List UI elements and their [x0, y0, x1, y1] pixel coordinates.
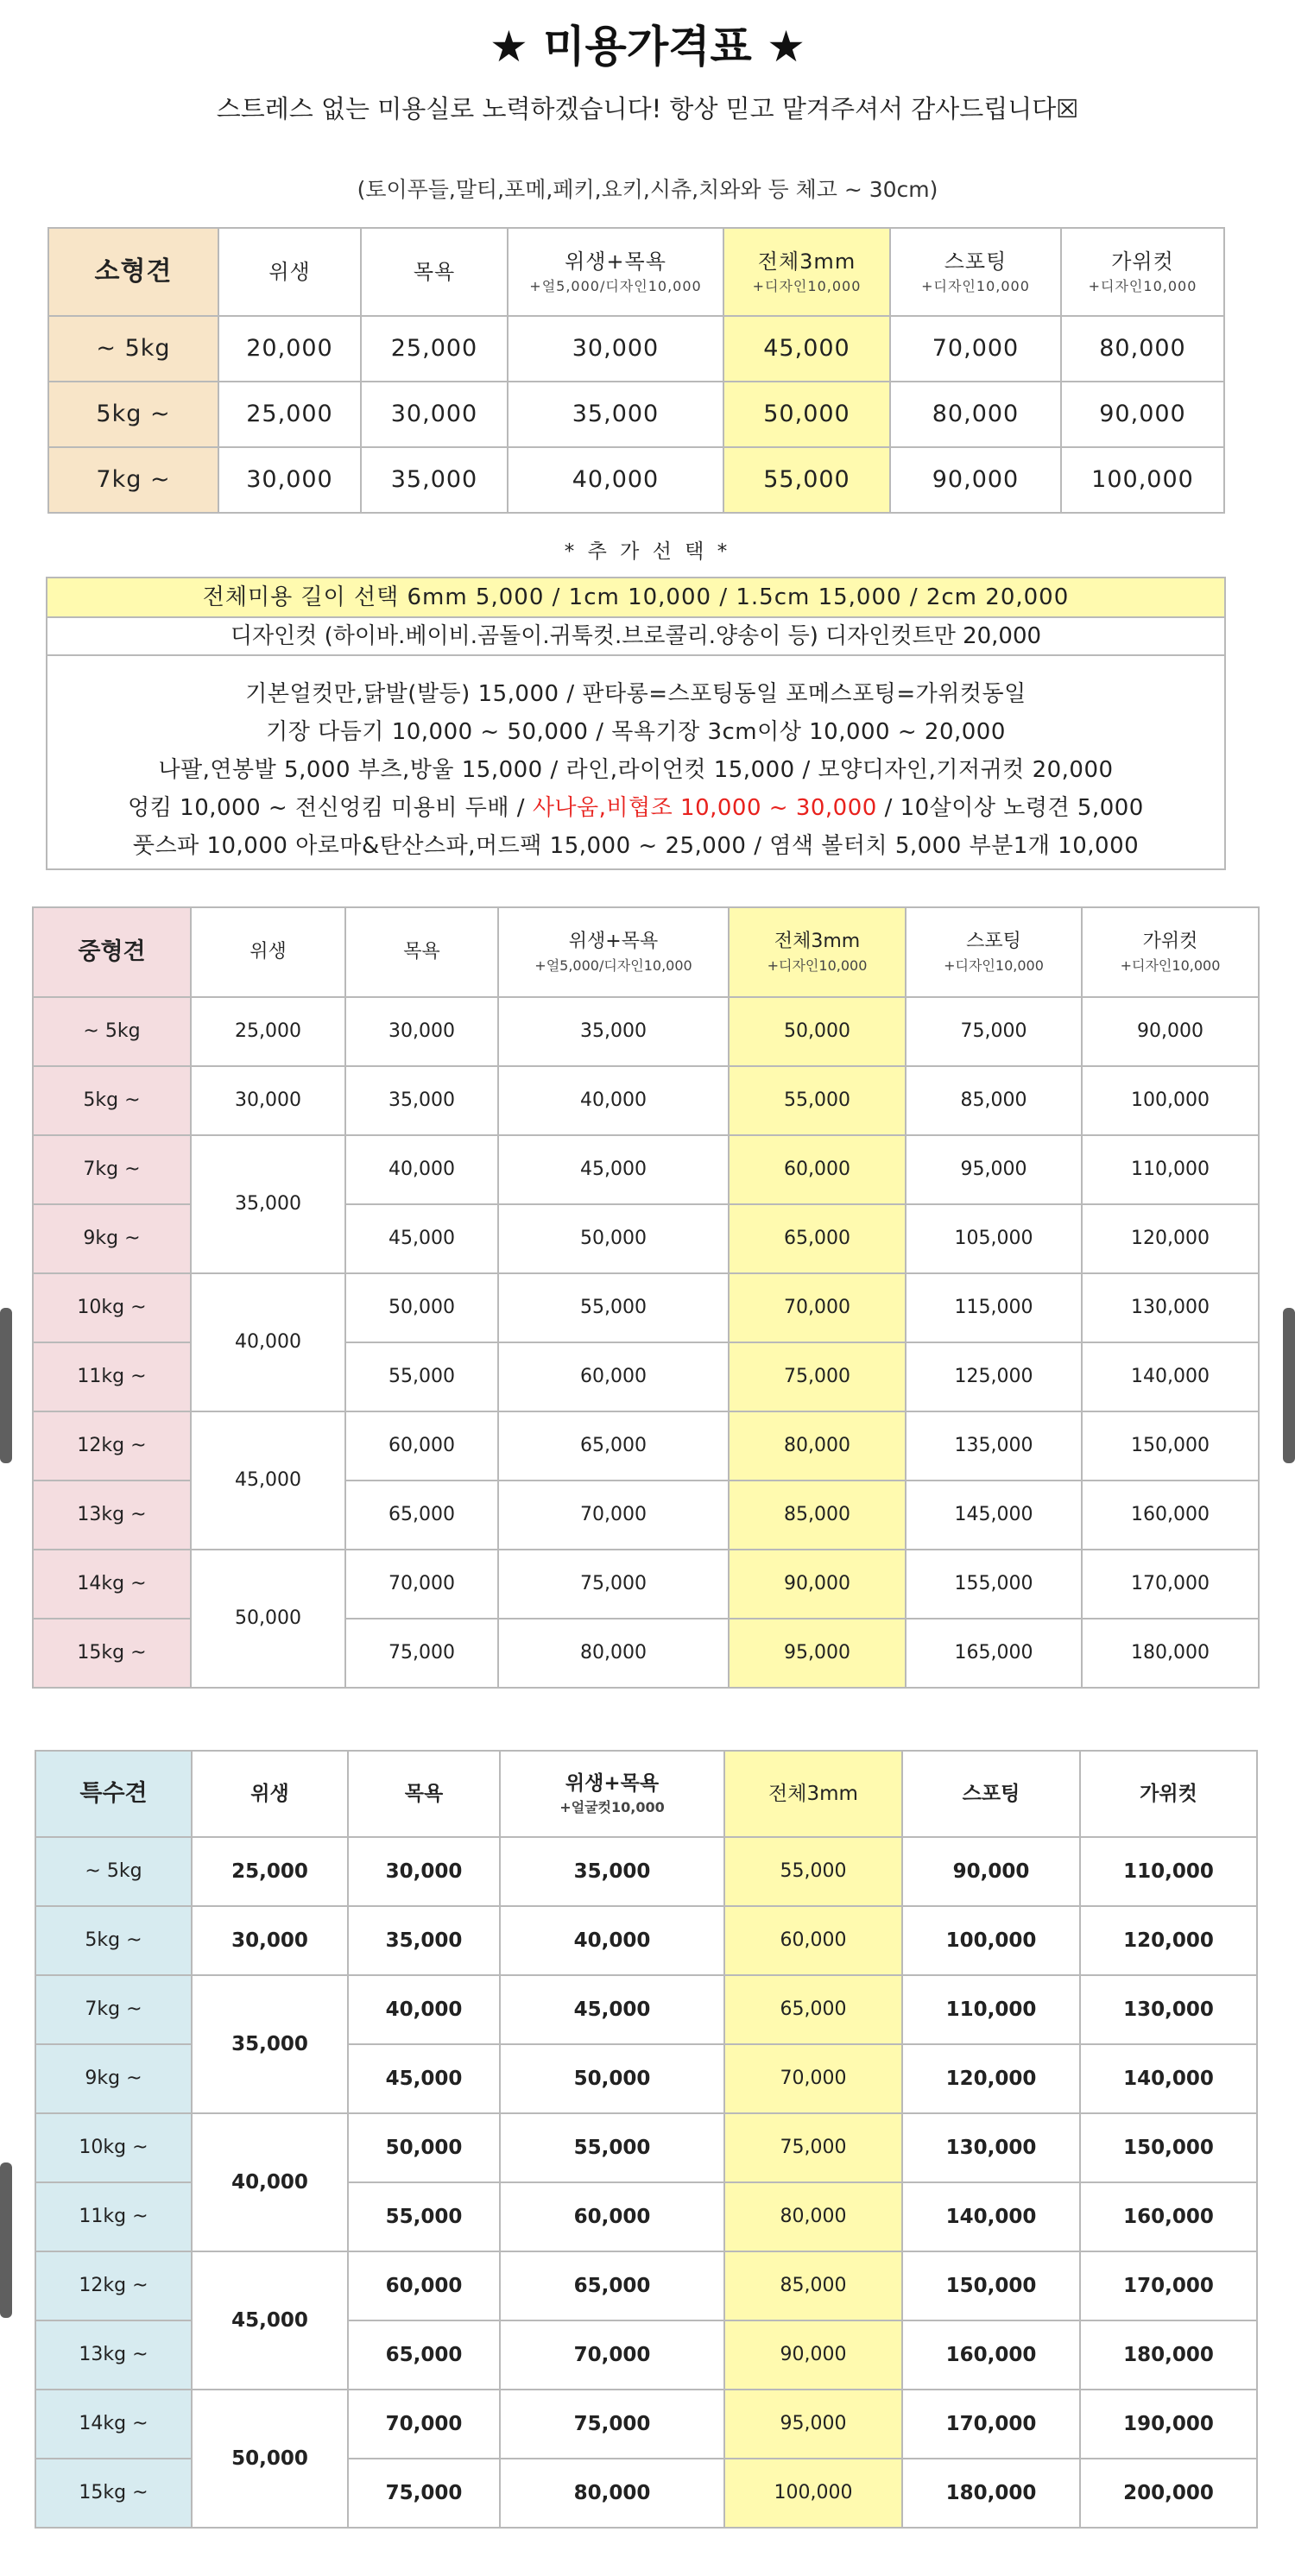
- price-cell: 135,000: [906, 1411, 1082, 1481]
- price-cell: 50,000: [498, 1204, 729, 1273]
- table-row: [35, 1906, 1257, 1975]
- weight-label: 13kg ~: [33, 1481, 191, 1550]
- price-cell: 35,000: [192, 1975, 348, 2113]
- price-cell: 40,000: [345, 1135, 498, 1204]
- header-scissor-cut: 가위컷 +디자인10,000: [1082, 907, 1259, 997]
- price-cell: 110,000: [1082, 1135, 1259, 1204]
- options-list: [46, 654, 1226, 870]
- table-row: [33, 1066, 1259, 1135]
- price-cell: 60,000: [500, 2182, 724, 2251]
- price-cell: 110,000: [902, 1975, 1080, 2044]
- price-cell: 100,000: [902, 1906, 1080, 1975]
- special-dog-label: 특수견: [35, 1751, 192, 1837]
- price-cell: 160,000: [1082, 1481, 1259, 1550]
- price-cell: 20,000: [218, 316, 361, 382]
- price-cell: 30,000: [345, 997, 498, 1066]
- price-cell: 25,000: [192, 1837, 348, 1906]
- table-row: [48, 382, 1224, 447]
- table-row: [35, 2251, 1257, 2320]
- price-cell: 45,000: [498, 1135, 729, 1204]
- header-full-3mm: 전체3mm +디자인10,000: [723, 228, 890, 316]
- price-cell: 100,000: [1061, 447, 1224, 513]
- price-cell: 25,000: [361, 316, 508, 382]
- table-row: [48, 447, 1224, 513]
- price-cell: 170,000: [1080, 2251, 1257, 2320]
- price-cell: 80,000: [724, 2182, 902, 2251]
- header-sporting: 스포팅: [902, 1751, 1080, 1837]
- price-cell: 50,000: [345, 1273, 498, 1342]
- price-cell: 40,000: [508, 447, 723, 513]
- price-cell: 70,000: [498, 1481, 729, 1550]
- header-bath: 목욕: [361, 228, 508, 316]
- table-row: [35, 2113, 1257, 2182]
- table-row: [35, 2390, 1257, 2459]
- header-hygiene: 위생: [191, 907, 345, 997]
- price-cell: 75,000: [724, 2113, 902, 2182]
- left-scroll-handle[interactable]: [0, 1308, 12, 1463]
- price-cell: 35,000: [500, 1837, 724, 1906]
- price-cell: 50,000: [723, 382, 890, 447]
- price-cell: 60,000: [724, 1906, 902, 1975]
- price-cell: 80,000: [890, 382, 1061, 447]
- price-cell: 100,000: [724, 2459, 902, 2528]
- price-cell: 35,000: [348, 1906, 500, 1975]
- weight-label: 14kg ~: [33, 1550, 191, 1619]
- medium-dog-label: 중형견: [33, 907, 191, 997]
- price-cell: 115,000: [906, 1273, 1082, 1342]
- price-cell: 60,000: [348, 2251, 500, 2320]
- weight-label: 9kg ~: [33, 1204, 191, 1273]
- header-hygiene-bath: 위생+목욕 +얼굴컷10,000: [500, 1751, 724, 1837]
- weight-label: 10kg ~: [33, 1273, 191, 1342]
- price-cell: 90,000: [724, 2320, 902, 2390]
- price-cell: 85,000: [906, 1066, 1082, 1135]
- weight-label: 5kg ~: [35, 1906, 192, 1975]
- price-cell: 30,000: [191, 1066, 345, 1135]
- price-cell: 75,000: [500, 2390, 724, 2459]
- weight-label: 5kg ~: [48, 382, 218, 447]
- price-cell: 40,000: [191, 1273, 345, 1411]
- price-cell: 55,000: [348, 2182, 500, 2251]
- weight-label: 15kg ~: [33, 1619, 191, 1688]
- price-cell: 25,000: [191, 997, 345, 1066]
- price-cell: 150,000: [1080, 2113, 1257, 2182]
- price-cell: 40,000: [500, 1906, 724, 1975]
- options-heading: * 추 가 선 택 *: [564, 540, 731, 563]
- weight-label: ~ 5kg: [33, 997, 191, 1066]
- header-hygiene-bath: 위생+목욕 +얼5,000/디자인10,000: [508, 228, 723, 316]
- price-cell: 30,000: [348, 1837, 500, 1906]
- weight-label: ~ 5kg: [48, 316, 218, 382]
- price-cell: 45,000: [723, 316, 890, 382]
- weight-label: 5kg ~: [33, 1066, 191, 1135]
- price-cell: 55,000: [498, 1273, 729, 1342]
- price-cell: 50,000: [500, 2044, 724, 2113]
- price-cell: 40,000: [498, 1066, 729, 1135]
- price-cell: 30,000: [218, 447, 361, 513]
- price-cell: 50,000: [192, 2390, 348, 2528]
- price-cell: 30,000: [192, 1906, 348, 1975]
- price-cell: 60,000: [345, 1411, 498, 1481]
- price-cell: 130,000: [1080, 1975, 1257, 2044]
- price-cell: 50,000: [191, 1550, 345, 1688]
- header-sporting: 스포팅 +디자인10,000: [890, 228, 1061, 316]
- option-warning-text: 사나움,비협조 10,000 ~ 30,000: [532, 795, 877, 821]
- price-cell: 45,000: [500, 1975, 724, 2044]
- right-scroll-handle[interactable]: [1283, 1308, 1295, 1463]
- price-cell: 120,000: [1080, 1906, 1257, 1975]
- price-cell: 25,000: [218, 382, 361, 447]
- price-cell: 90,000: [1061, 382, 1224, 447]
- option-line: 기본얼컷만,닭발(발등) 15,000 / 판타롱=스포팅동일 포메스포팅=가위컷동일: [245, 681, 1027, 707]
- price-cell: 95,000: [724, 2390, 902, 2459]
- price-cell: 95,000: [906, 1135, 1082, 1204]
- price-cell: 80,000: [498, 1619, 729, 1688]
- price-cell: 75,000: [906, 997, 1082, 1066]
- price-cell: 90,000: [890, 447, 1061, 513]
- header-bath: 목욕: [345, 907, 498, 997]
- price-cell: 85,000: [724, 2251, 902, 2320]
- price-cell: 80,000: [1061, 316, 1224, 382]
- price-cell: 55,000: [723, 447, 890, 513]
- price-cell: 155,000: [906, 1550, 1082, 1619]
- breed-note: (토이푸들,말티,포메,페키,요키,시츄,치와와 등 체고 ~ 30cm): [357, 177, 938, 202]
- price-cell: 130,000: [1082, 1273, 1259, 1342]
- price-cell: 170,000: [1082, 1550, 1259, 1619]
- header-bath: 목욕: [348, 1751, 500, 1837]
- price-cell: 75,000: [348, 2459, 500, 2528]
- price-cell: 35,000: [345, 1066, 498, 1135]
- price-cell: 70,000: [345, 1550, 498, 1619]
- price-cell: 75,000: [498, 1550, 729, 1619]
- price-cell: 180,000: [902, 2459, 1080, 2528]
- price-cell: 110,000: [1080, 1837, 1257, 1906]
- price-cell: 120,000: [902, 2044, 1080, 2113]
- options-design-row: 디자인컷 (하이바.베이비.곰돌이.귀툭컷.브로콜리.양송이 등) 디자인컷트만 20,000: [46, 616, 1226, 656]
- weight-label: 7kg ~: [35, 1975, 192, 2044]
- price-cell: 200,000: [1080, 2459, 1257, 2528]
- table-row: [33, 1135, 1259, 1204]
- price-cell: 105,000: [906, 1204, 1082, 1273]
- price-cell: 45,000: [345, 1204, 498, 1273]
- price-cell: 35,000: [191, 1135, 345, 1273]
- price-cell: 75,000: [345, 1619, 498, 1688]
- weight-label: 15kg ~: [35, 2459, 192, 2528]
- price-cell: 65,000: [348, 2320, 500, 2390]
- price-cell: 45,000: [191, 1411, 345, 1550]
- price-cell: 75,000: [729, 1342, 906, 1411]
- price-cell: 55,000: [729, 1066, 906, 1135]
- price-cell: 100,000: [1082, 1066, 1259, 1135]
- price-cell: 140,000: [1080, 2044, 1257, 2113]
- weight-label: 11kg ~: [35, 2182, 192, 2251]
- table-row: [35, 1837, 1257, 1906]
- header-hygiene: 위생: [218, 228, 361, 316]
- table-row: [33, 997, 1259, 1066]
- header-hygiene: 위생: [192, 1751, 348, 1837]
- price-cell: 95,000: [729, 1619, 906, 1688]
- header-sporting: 스포팅 +디자인10,000: [906, 907, 1082, 997]
- options-length-row: 전체미용 길이 선택 6mm 5,000 / 1cm 10,000 / 1.5cm 15,000 / 2cm 20,000: [46, 577, 1226, 618]
- option-line: 나팔,연봉발 5,000 부츠,방울 15,000 / 라인,라이언컷 15,000 / 모양디자인,기저귀컷 20,000: [158, 757, 1114, 783]
- option-line: 엉킴 10,000 ~ 전신엉킴 미용비 두배 / 사나움,비협조 10,000 ~ 30,000 / 10살이상 노령견 5,000: [128, 795, 1144, 821]
- price-cell: 170,000: [902, 2390, 1080, 2459]
- price-cell: 45,000: [192, 2251, 348, 2390]
- price-cell: 55,000: [724, 1837, 902, 1906]
- price-cell: 30,000: [361, 382, 508, 447]
- price-cell: 40,000: [192, 2113, 348, 2251]
- price-cell: 60,000: [729, 1135, 906, 1204]
- price-cell: 65,000: [500, 2251, 724, 2320]
- price-cell: 55,000: [345, 1342, 498, 1411]
- weight-label: 14kg ~: [35, 2390, 192, 2459]
- price-cell: 190,000: [1080, 2390, 1257, 2459]
- price-cell: 140,000: [1082, 1342, 1259, 1411]
- weight-label: 13kg ~: [35, 2320, 192, 2390]
- weight-label: 12kg ~: [35, 2251, 192, 2320]
- price-cell: 40,000: [348, 1975, 500, 2044]
- medium-dog-price-table: [32, 906, 1260, 1689]
- price-cell: 65,000: [498, 1411, 729, 1481]
- price-cell: 90,000: [902, 1837, 1080, 1906]
- price-cell: 55,000: [500, 2113, 724, 2182]
- price-cell: 65,000: [729, 1204, 906, 1273]
- price-cell: 120,000: [1082, 1204, 1259, 1273]
- price-cell: 85,000: [729, 1481, 906, 1550]
- price-cell: 70,000: [348, 2390, 500, 2459]
- price-cell: 90,000: [1082, 997, 1259, 1066]
- price-cell: 35,000: [508, 382, 723, 447]
- price-cell: 90,000: [729, 1550, 906, 1619]
- header-full-3mm: 전체3mm: [724, 1751, 902, 1837]
- special-dog-price-table: [35, 1750, 1258, 2529]
- price-cell: 50,000: [729, 997, 906, 1066]
- table-row: [33, 1411, 1259, 1481]
- price-cell: 70,000: [890, 316, 1061, 382]
- table-row: [48, 316, 1224, 382]
- header-hygiene-bath: 위생+목욕 +얼5,000/디자인10,000: [498, 907, 729, 997]
- page-subtitle: 스트레스 없는 미용실로 노력하겠습니다! 항상 믿고 맡겨주셔서 감사드립니다☒: [216, 94, 1079, 123]
- price-cell: 80,000: [500, 2459, 724, 2528]
- price-cell: 165,000: [906, 1619, 1082, 1688]
- table-row: [33, 1550, 1259, 1619]
- price-cell: 180,000: [1080, 2320, 1257, 2390]
- price-cell: 150,000: [1082, 1411, 1259, 1481]
- weight-label: 10kg ~: [35, 2113, 192, 2182]
- weight-label: 9kg ~: [35, 2044, 192, 2113]
- price-cell: 180,000: [1082, 1619, 1259, 1688]
- price-cell: 70,000: [724, 2044, 902, 2113]
- header-full-3mm: 전체3mm +디자인10,000: [729, 907, 906, 997]
- price-cell: 65,000: [724, 1975, 902, 2044]
- price-cell: 150,000: [902, 2251, 1080, 2320]
- header-scissor-cut: 가위컷: [1080, 1751, 1257, 1837]
- price-cell: 125,000: [906, 1342, 1082, 1411]
- price-cell: 160,000: [902, 2320, 1080, 2390]
- price-cell: 160,000: [1080, 2182, 1257, 2251]
- weight-label: 12kg ~: [33, 1411, 191, 1481]
- weight-label: ~ 5kg: [35, 1837, 192, 1906]
- price-cell: 70,000: [729, 1273, 906, 1342]
- price-cell: 130,000: [902, 2113, 1080, 2182]
- price-cell: 65,000: [345, 1481, 498, 1550]
- small-dog-price-table: [47, 227, 1225, 514]
- price-cell: 70,000: [500, 2320, 724, 2390]
- price-cell: 30,000: [508, 316, 723, 382]
- page-title: ★ 미용가격표 ★: [490, 22, 805, 72]
- price-cell: 35,000: [361, 447, 508, 513]
- price-cell: 145,000: [906, 1481, 1082, 1550]
- table-row: [35, 1975, 1257, 2044]
- price-cell: 80,000: [729, 1411, 906, 1481]
- weight-label: 11kg ~: [33, 1342, 191, 1411]
- price-cell: 45,000: [348, 2044, 500, 2113]
- price-cell: 50,000: [348, 2113, 500, 2182]
- price-cell: 140,000: [902, 2182, 1080, 2251]
- header-scissor-cut: 가위컷 +디자인10,000: [1061, 228, 1224, 316]
- price-cell: 60,000: [498, 1342, 729, 1411]
- table-row: [33, 1273, 1259, 1342]
- weight-label: 7kg ~: [33, 1135, 191, 1204]
- small-dog-label: 소형견: [48, 228, 218, 316]
- option-line: 풋스파 10,000 아로마&탄산스파,머드팩 15,000 ~ 25,000 / 염색 볼터치 5,000 부분1개 10,000: [132, 833, 1140, 859]
- left-scroll-handle-lower[interactable]: [0, 2162, 12, 2318]
- option-line: 기장 다듬기 10,000 ~ 50,000 / 목욕기장 3cm이상 10,000 ~ 20,000: [266, 719, 1006, 745]
- price-cell: 35,000: [498, 997, 729, 1066]
- weight-label: 7kg ~: [48, 447, 218, 513]
